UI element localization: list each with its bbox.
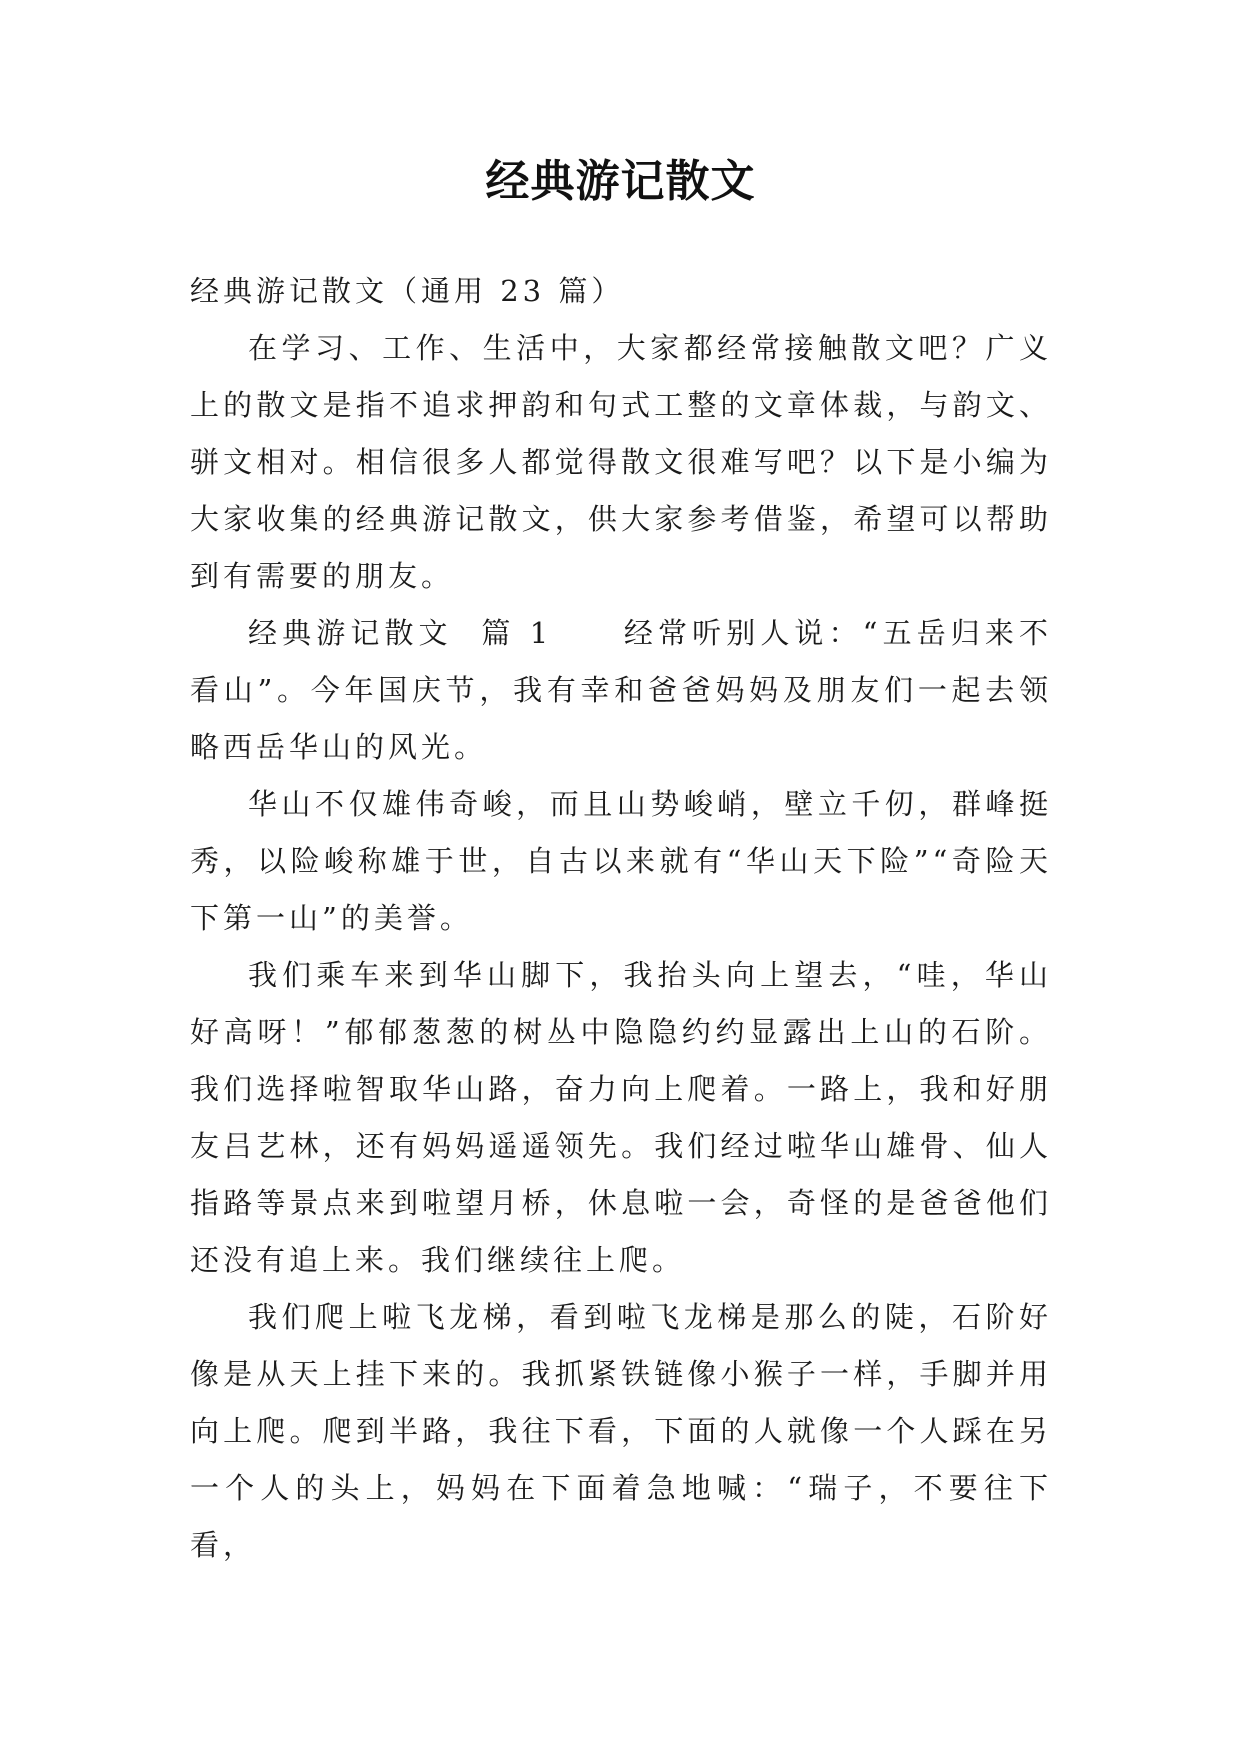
body-paragraph-3: 我们爬上啦飞龙梯，看到啦飞龙梯是那么的陡，石阶好像是从天上挂下来的。我抓紧铁链像小猴子一样，手脚并用向上爬。爬到半路，我往下看，下面的人就像一个人踩在另一个人的头上，妈妈在下面着急地喊：“瑞子，不要往下看，: [190, 1300, 1052, 1562]
document-title: 经典游记散文: [485, 156, 756, 207]
section-1-first-text: 经常听别人说：“五岳归来不看山”。今年国庆节，我有幸和爸爸妈妈及朋友们一起去领略西岳华山的风光。: [190, 616, 1053, 764]
intro-paragraph: 在学习、工作、生活中，大家都经常接触散文吧？广义上的散文是指不追求押韵和句式工整的文章体裁，与韵文、骈文相对。相信很多人都觉得散文很难写吧？以下是小编为大家收集的经典游记散文，供大家参考借鉴，希望可以帮助到有需要的朋友。: [190, 331, 1052, 593]
document-subtitle: 经典游记散文（通用 23 篇）: [190, 274, 625, 308]
section-gap: [552, 616, 624, 650]
body-paragraph-2: 我们乘车来到华山脚下，我抬头向上望去，“哇，华山好高呀！”郁郁葱葱的树丛中隐隐约约显露出上山的石阶。我们选择啦智取华山路，奋力向上爬着。一路上，我和好朋友吕艺林，还有妈妈遥遥领先。我们经过啦华山雄骨、仙人指路等景点来到啦望月桥，休息啦一会，奇怪的是爸爸他们还没有追上来。我们继续往上爬。: [190, 958, 1052, 1277]
section-1-heading: 经典游记散文 篇 1: [248, 616, 553, 650]
section-1-paragraph: [190, 605, 1052, 776]
body-paragraph-1: 华山不仅雄伟奇峻，而且山势峻峭，壁立千仞，群峰挺秀，以险峻称雄于世，自古以来就有“华山天下险”“奇险天下第一山”的美誉。: [190, 787, 1052, 935]
document-body: [190, 263, 1052, 1574]
